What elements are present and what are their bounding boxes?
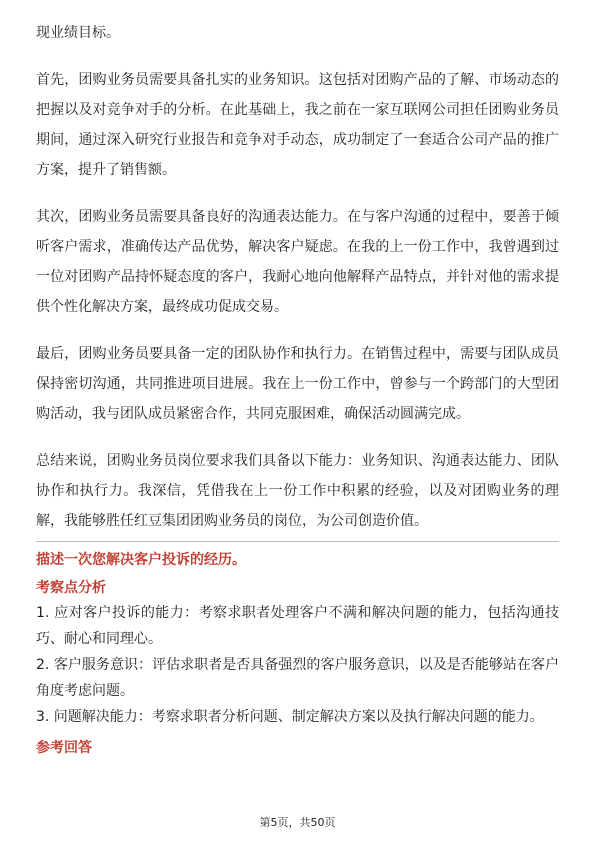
paragraph-knowledge: 首先，团购业务员需要具备扎实的业务知识。这包括对团购产品的了解、市场动态的把握以及对竞争对手的分析。在此基础上，我之前在一家互联网公司担任团购业务员期间，通过深入研究行业报告和竞争对手动态，成功制定了一套适合公司产品的推广方案，提升了销售额。 xyxy=(36,72,559,178)
document-page xyxy=(36,18,559,760)
paragraph-teamwork: 最后，团购业务员要具备一定的团队协作和执行力。在销售过程中，需要与团队成员保持密切沟通，共同推进项目进展。我在上一份工作中，曾参与一个跨部门的大型团购活动，我与团队成员紧密合作，共同克服困难，确保活动圆满完成。 xyxy=(36,346,559,422)
section-divider xyxy=(36,541,559,542)
page-number: 第5页，共50页 xyxy=(259,816,336,829)
analysis-title: 考察点分析 xyxy=(36,580,106,596)
analysis-item: 2. 客户服务意识：评估求职者是否具备强烈的客户服务意识，以及是否能够站在客户角度考虑问题。 xyxy=(36,657,559,699)
analysis-item: 1. 应对客户投诉的能力：考察求职者处理客户不满和解决问题的能力，包括沟通技巧、耐心和同理心。 xyxy=(36,605,559,647)
paragraph-communication: 其次，团购业务员需要具备良好的沟通表达能力。在与客户沟通的过程中，要善于倾听客户需求，准确传达产品优势，解决客户疑虑。在我的上一份工作中，我曾遇到过一位对团购产品持怀疑态度的客户，我耐心地向他解释产品特点，并针对他的需求提供个性化解决方案，最终成功促成交易。 xyxy=(36,209,559,315)
paragraph-summary: 总结来说，团购业务员岗位要求我们具备以下能力：业务知识、沟通表达能力、团队协作和执行力。我深信，凭借我在上一份工作中积累的经验，以及对团购业务的理解，我能够胜任红豆集团团购业务员的岗位，为公司创造价值。 xyxy=(36,453,559,529)
continuation-text: 现业绩目标。 xyxy=(36,25,120,41)
analysis-item: 3. 问题解决能力：考察求职者分析问题、制定解决方案以及执行解决问题的能力。 xyxy=(36,709,544,725)
answer-title: 参考回答 xyxy=(36,740,92,756)
question-heading: 描述一次您解决客户投诉的经历。 xyxy=(36,552,246,568)
